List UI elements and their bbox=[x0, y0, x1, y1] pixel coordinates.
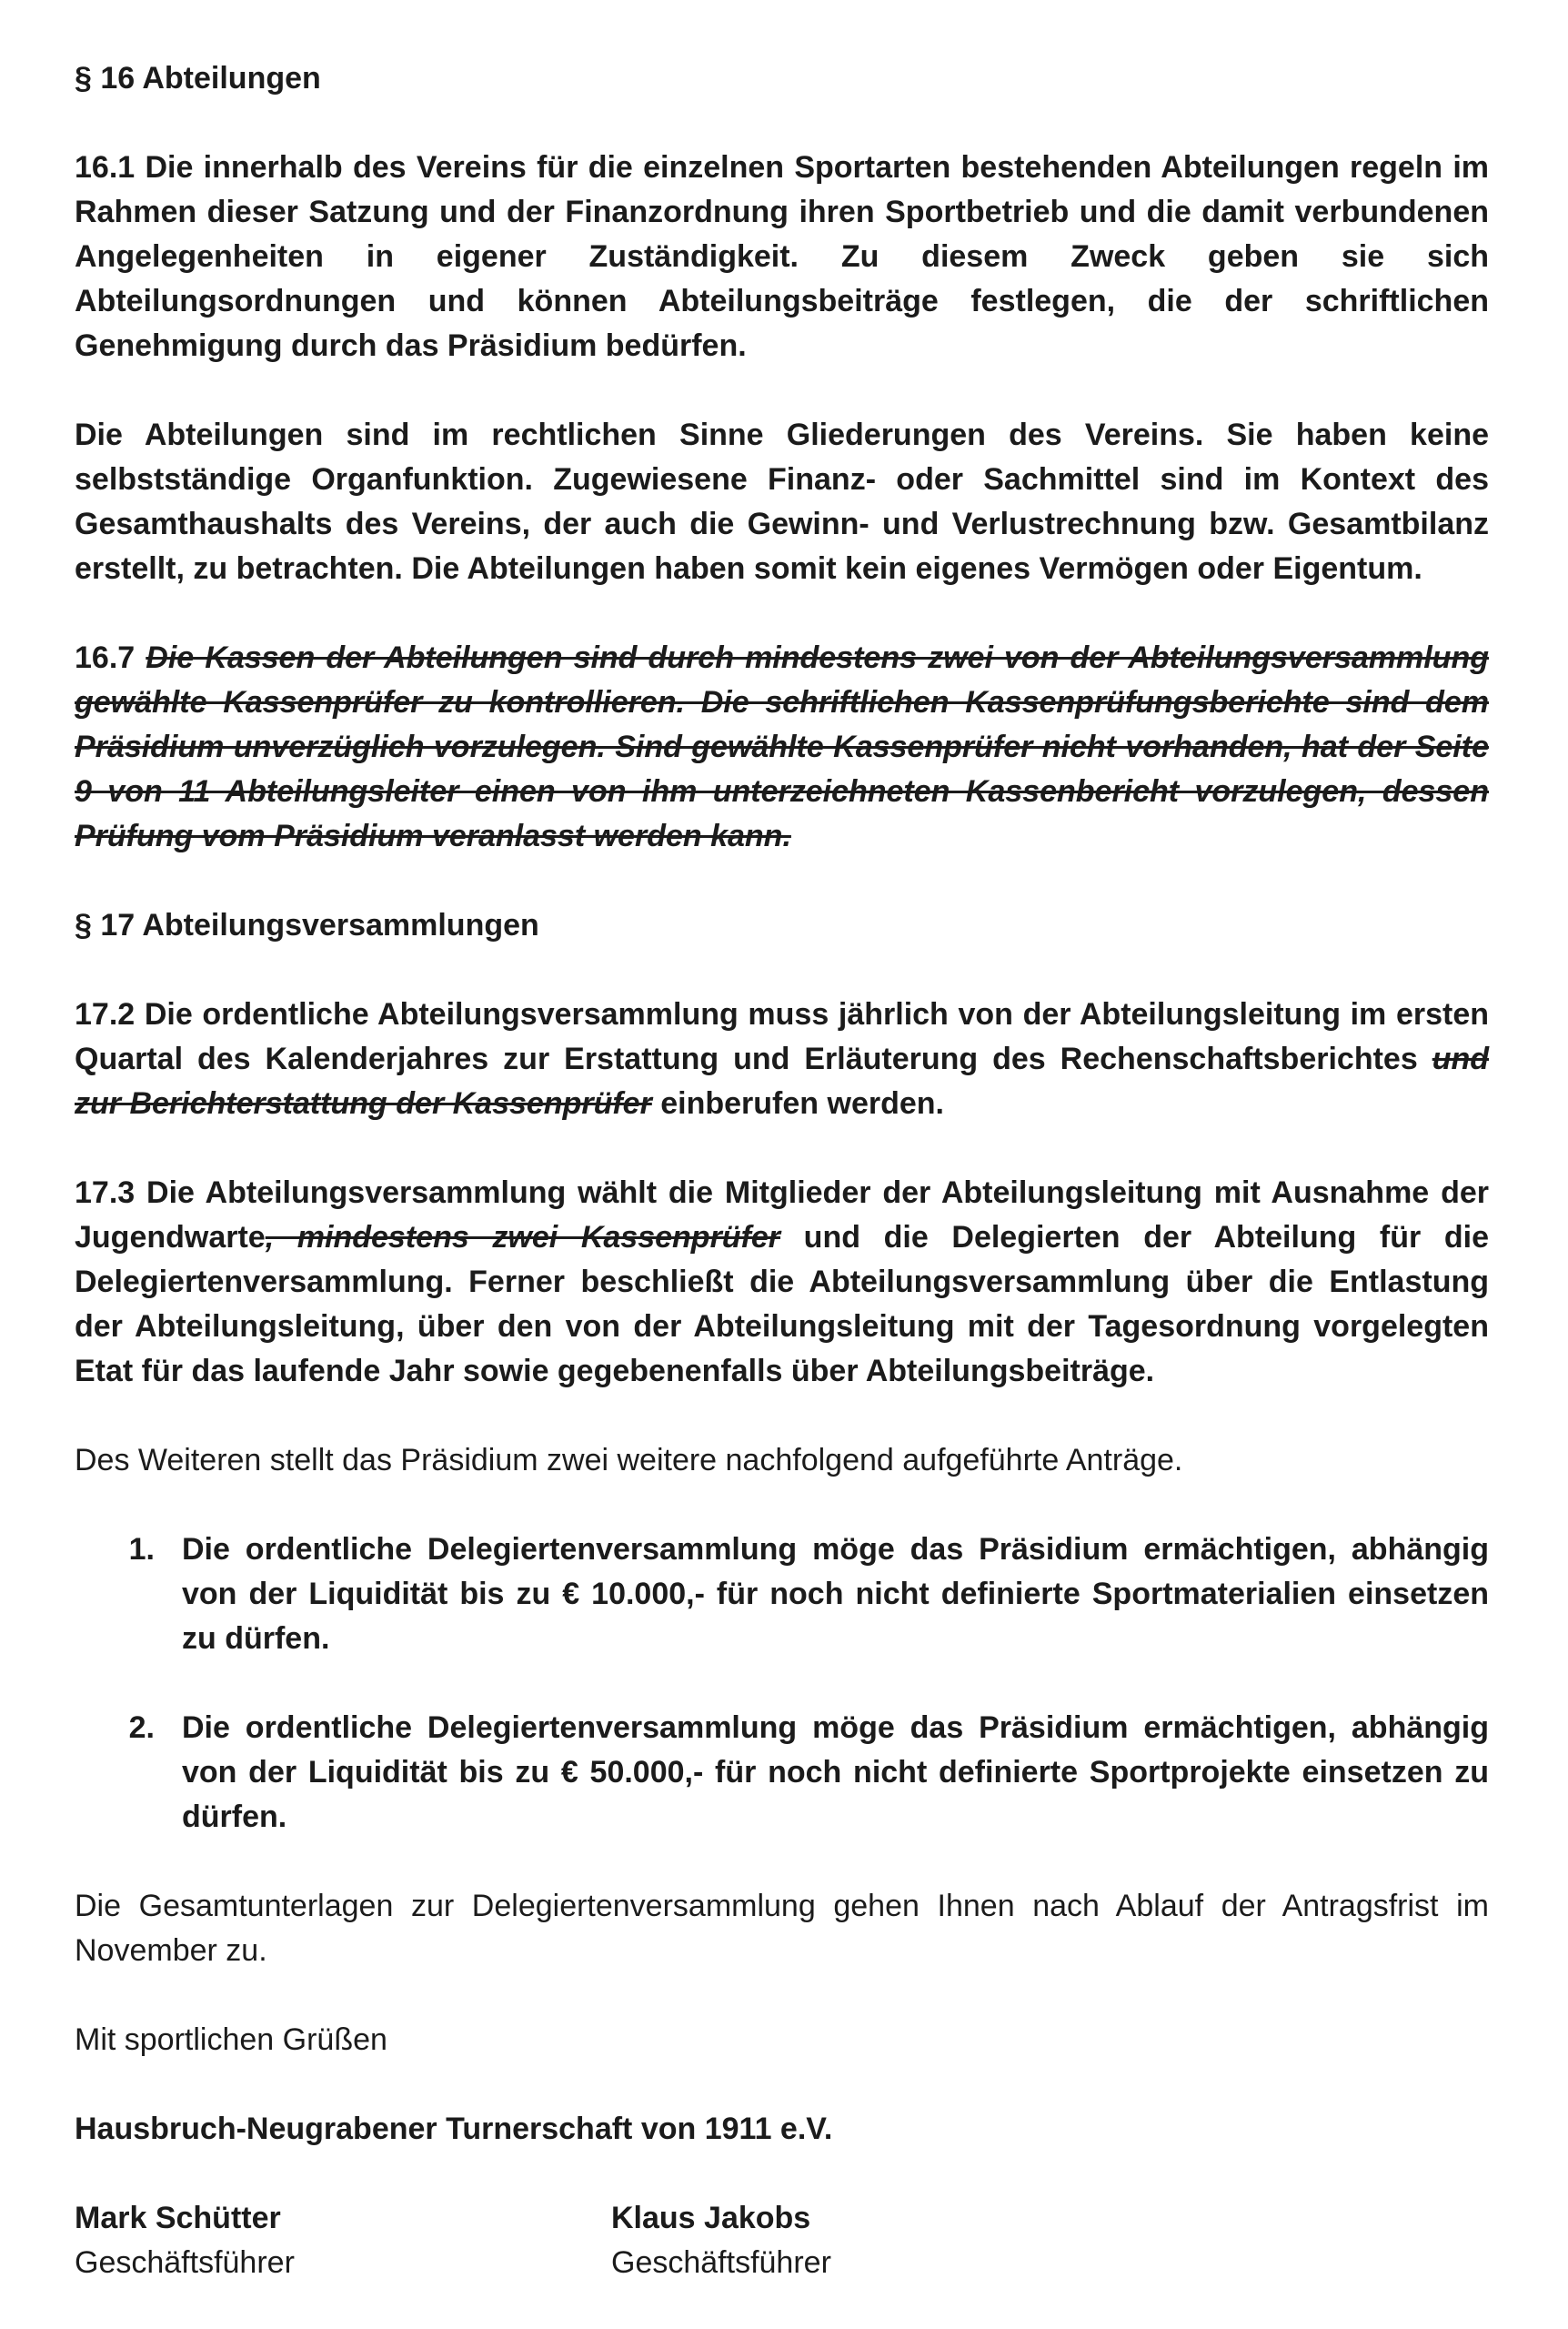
closing-note: Die Gesamtunterlagen zur Delegiertenversammlung gehen Ihnen nach Ablauf der Antragsfrist im November zu. bbox=[75, 1889, 1489, 1968]
struck-text-16-7: Die Kassen der Abteilungen sind durch mindestens zwei von der Abteilungsversammlung gewählte Kassenprüfer zu kontrollieren. Die schriftlichen Kassenprüfungsberichte sind dem Präsidium unverzüglich vorzulegen. Sind gewählte Kassenprüfer nicht vorhanden, hat der Seite 9 von 11 Abteilungsleiter einen von ihm unterzeichneten Kassenbericht vorzulegen, dessen Prüfung vom Präsidium veranlasst werden kann. bbox=[75, 640, 1489, 853]
signatory-role: Geschäftsführer bbox=[611, 2245, 831, 2280]
paragraph-17-2 bbox=[75, 993, 1489, 1126]
motion-text: Die ordentliche Delegiertenversammlung möge das Präsidium ermächtigen, abhängig von der Liquidität bis zu € 10.000,- für noch nicht definierte Sportmaterialien einsetzen zu dürfen. bbox=[182, 1532, 1489, 1656]
paragraph-16-7-number: 16.7 bbox=[75, 640, 136, 675]
struck-text-17-2: und zur Berichterstattung der Kassenprüfer bbox=[75, 1042, 1489, 1121]
motion-number: 2. bbox=[128, 1710, 155, 1745]
paragraph-16-7 bbox=[75, 636, 1489, 859]
greeting: Mit sportlichen Grüßen bbox=[75, 2022, 387, 2057]
motions-intro: Des Weiteren stellt das Präsidium zwei weitere nachfolgend aufgeführte Anträge. bbox=[75, 1443, 1183, 1477]
motions-list bbox=[75, 1527, 1489, 1840]
section-16-heading: § 16 Abteilungen bbox=[75, 61, 321, 96]
signatory-name: Mark Schütter bbox=[75, 2201, 281, 2235]
signature-block bbox=[75, 2196, 1489, 2285]
paragraph-17-3 bbox=[75, 1171, 1489, 1394]
paragraph-16-1: 16.1 Die innerhalb des Vereins für die einzelnen Sportarten bestehenden Abteilungen regeln im Rahmen dieser Satzung und der Finanzordnung ihren Sportbetrieb und die damit verbundenen Angelegenheiten in eigener Zuständigkeit. Zu diesem Zweck geben sie sich Abteilungsordnungen und können Abteilungsbeiträge festlegen, die der schriftlichen Genehmigung durch das Präsidium bedürfen. bbox=[75, 150, 1489, 363]
motion-item bbox=[75, 1706, 1489, 1840]
paragraph-17-2-end: einberufen werden. bbox=[651, 1086, 944, 1121]
document-page bbox=[75, 56, 1489, 2285]
signatory-name: Klaus Jakobs bbox=[611, 2201, 811, 2235]
paragraph-17-3-text: 17.3 Die Abteilungsversammlung wählt die Mitglieder der Abteilungsleitung mit Ausnahme der Jugendwarte bbox=[75, 1175, 1489, 1255]
signatory bbox=[611, 2196, 1148, 2285]
motion-item bbox=[75, 1527, 1489, 1661]
paragraph-17-2-text: 17.2 Die ordentliche Abteilungsversammlung muss jährlich von der Abteilungsleitung im ersten Quartal des Kalenderjahres zur Erstattung und Erläuterung des Rechenschaftsberichtes bbox=[75, 997, 1489, 1076]
motion-number: 1. bbox=[128, 1532, 155, 1567]
section-17-heading: § 17 Abteilungsversammlungen bbox=[75, 908, 539, 943]
signatory-role: Geschäftsführer bbox=[75, 2245, 295, 2280]
struck-text-17-3: , mindestens zwei Kassenprüfer bbox=[265, 1220, 781, 1255]
paragraph-16-divisions: Die Abteilungen sind im rechtlichen Sinne Gliederungen des Vereins. Sie haben keine selbstständige Organfunktion. Zugewiesene Finanz- oder Sachmittel sind im Kontext des Gesamthaushalts des Vereins, der auch die Gewinn- und Verlustrechnung bzw. Gesamtbilanz erstellt, zu betrachten. Die Abteilungen haben somit kein eigenes Vermögen oder Eigentum. bbox=[75, 418, 1489, 586]
organization-name: Hausbruch-Neugrabener Turnerschaft von 1911 e.V. bbox=[75, 2112, 833, 2146]
motion-text: Die ordentliche Delegiertenversammlung möge das Präsidium ermächtigen, abhängig von der Liquidität bis zu € 50.000,- für noch nicht definierte Sportprojekte einsetzen zu dürfen. bbox=[182, 1710, 1489, 1834]
paragraph-17-3-end: und die Delegierten der Abteilung für die Delegiertenversammlung. Ferner beschließt die Abteilungsversammlung über die Entlastung der Abteilungsleitung, über den von der Abteilungsleitung mit der Tagesordnung vorgelegten Etat für das laufende Jahr sowie gegebenenfalls über Abteilungsbeiträge. bbox=[75, 1220, 1489, 1388]
signatory bbox=[75, 2196, 611, 2285]
